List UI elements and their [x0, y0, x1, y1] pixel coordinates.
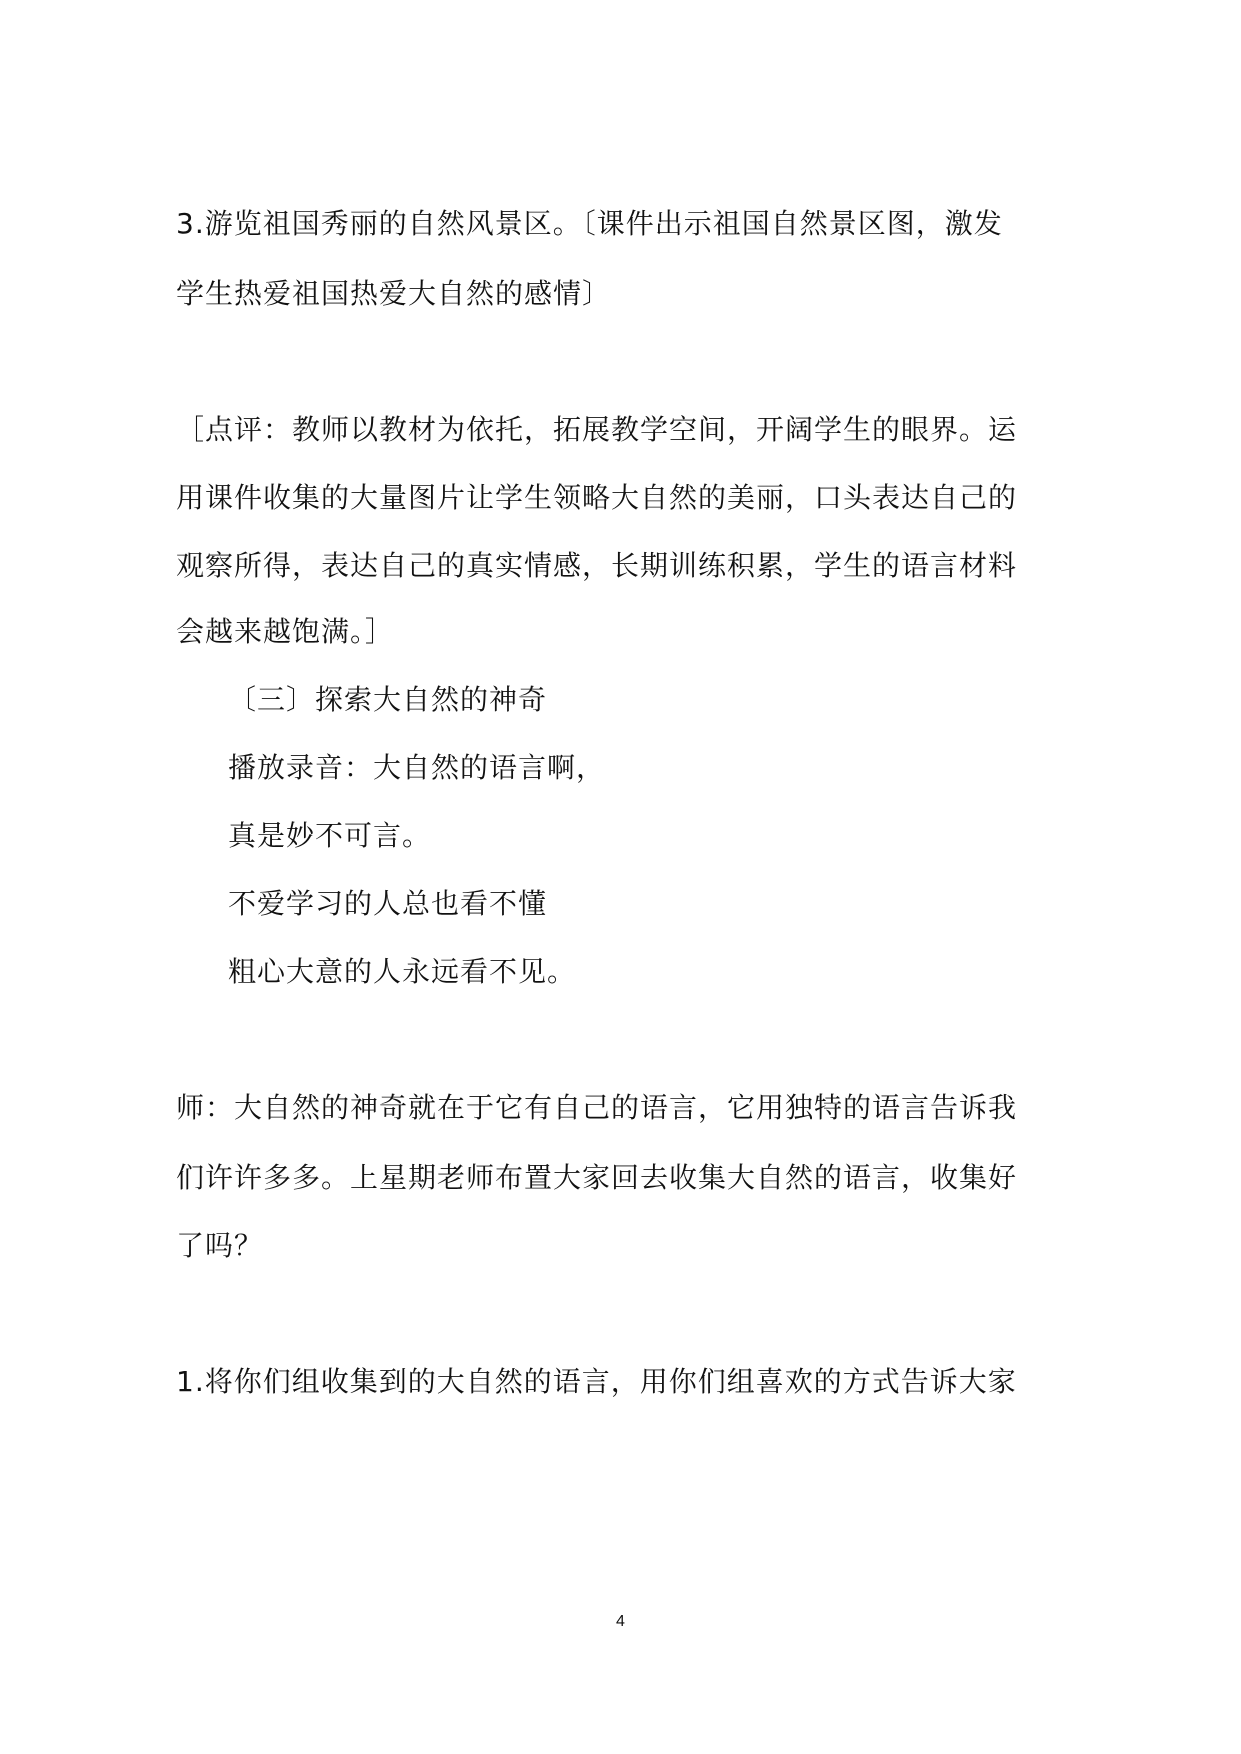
poem-line: 不爱学习的人总也看不懂	[228, 887, 548, 920]
page-number: 4	[616, 1613, 625, 1630]
text-line: 观察所得，表达自己的真实情感，长期训练积累，学生的语言材料	[176, 549, 1018, 582]
text-line: 用课件收集的大量图片让学生领略大自然的美丽，口头表达自己的	[176, 481, 1018, 514]
section-heading: 〔三〕探索大自然的神奇	[228, 683, 548, 716]
text-line: 1.将你们组收集到的大自然的语言，用你们组喜欢的方式告诉大家	[176, 1365, 1017, 1398]
text-line: 学生热爱祖国热爱大自然的感情〕	[176, 277, 612, 310]
text-line: 了吗？	[176, 1229, 264, 1262]
text-line: 们许许多多。上星期老师布置大家回去收集大自然的语言，收集好	[176, 1161, 1018, 1194]
text-line: ［点评：教师以教材为依托，拓展教学空间，开阔学生的眼界。运	[176, 413, 1018, 446]
text-line: 师：大自然的神奇就在于它有自己的语言，它用独特的语言告诉我	[176, 1091, 1018, 1124]
poem-line: 真是妙不可言。	[228, 819, 432, 852]
poem-line: 播放录音：大自然的语言啊，	[228, 751, 606, 784]
poem-line: 粗心大意的人永远看不见。	[228, 955, 577, 988]
text-line: 会越来越饱满。］	[176, 615, 395, 648]
text-line: 3.游览祖国秀丽的自然风景区。〔课件出示祖国自然景区图，激发	[176, 207, 1003, 240]
